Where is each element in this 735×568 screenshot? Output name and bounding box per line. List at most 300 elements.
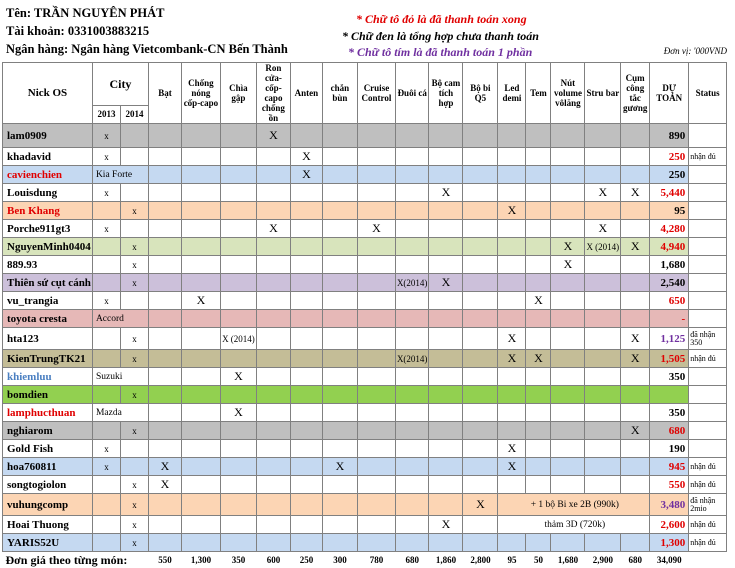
item-mark-cell[interactable] xyxy=(463,404,498,422)
item-mark-cell[interactable] xyxy=(290,184,322,202)
item-mark-cell[interactable] xyxy=(220,184,256,202)
total-cell[interactable]: 350 xyxy=(650,404,689,422)
item-mark-cell[interactable]: X xyxy=(429,274,463,292)
item-mark-cell[interactable] xyxy=(148,238,181,256)
item-mark-cell[interactable] xyxy=(526,124,551,148)
item-mark-cell[interactable] xyxy=(621,368,650,386)
item-mark-cell[interactable] xyxy=(585,350,621,368)
item-mark-cell[interactable] xyxy=(395,166,429,184)
item-mark-cell[interactable] xyxy=(621,476,650,494)
item-mark-cell[interactable] xyxy=(220,202,256,220)
item-mark-cell[interactable] xyxy=(585,368,621,386)
status-cell[interactable]: nhận đủ xyxy=(689,534,727,552)
item-mark-cell[interactable] xyxy=(429,310,463,328)
city-2013-cell[interactable] xyxy=(92,256,120,274)
item-mark-cell[interactable]: X(2014) xyxy=(395,274,429,292)
city-2014-cell[interactable]: x xyxy=(120,534,148,552)
city-2013-cell[interactable]: x xyxy=(92,220,120,238)
nick-cell[interactable]: Louisdung xyxy=(3,184,93,202)
item-mark-cell[interactable] xyxy=(148,440,181,458)
item-mark-cell[interactable] xyxy=(220,220,256,238)
nick-cell[interactable]: khiemluu xyxy=(3,368,93,386)
item-mark-cell[interactable] xyxy=(322,274,357,292)
item-mark-cell[interactable]: X xyxy=(290,166,322,184)
city-2014-cell[interactable]: x xyxy=(120,516,148,534)
item-mark-cell[interactable] xyxy=(429,350,463,368)
nick-cell[interactable]: hta123 xyxy=(3,328,93,350)
item-mark-cell[interactable] xyxy=(322,404,357,422)
item-mark-cell[interactable] xyxy=(290,516,322,534)
item-mark-cell[interactable] xyxy=(498,534,526,552)
nick-cell[interactable]: Porche911gt3 xyxy=(3,220,93,238)
item-mark-cell[interactable] xyxy=(181,148,220,166)
item-mark-cell[interactable] xyxy=(621,220,650,238)
item-mark-cell[interactable] xyxy=(256,516,290,534)
total-cell[interactable]: 250 xyxy=(650,166,689,184)
item-mark-cell[interactable] xyxy=(181,124,220,148)
nick-cell[interactable]: NguyenMinh0404 xyxy=(3,238,93,256)
item-mark-cell[interactable]: X xyxy=(429,516,463,534)
item-mark-cell[interactable] xyxy=(220,476,256,494)
item-mark-cell[interactable] xyxy=(429,238,463,256)
item-mark-cell[interactable] xyxy=(148,368,181,386)
item-mark-cell[interactable] xyxy=(526,328,551,350)
item-mark-cell[interactable] xyxy=(357,292,395,310)
item-mark-cell[interactable] xyxy=(551,422,585,440)
status-cell[interactable]: nhận đủ xyxy=(689,148,727,166)
item-mark-cell[interactable] xyxy=(585,292,621,310)
item-mark-cell[interactable] xyxy=(463,220,498,238)
item-mark-cell[interactable] xyxy=(148,184,181,202)
city-2013-cell[interactable] xyxy=(92,386,120,404)
item-mark-cell[interactable]: X xyxy=(290,148,322,166)
item-mark-cell[interactable] xyxy=(148,202,181,220)
item-mark-cell[interactable] xyxy=(463,166,498,184)
item-mark-cell[interactable] xyxy=(526,202,551,220)
item-mark-cell[interactable]: X xyxy=(256,124,290,148)
status-cell[interactable]: nhận đủ xyxy=(689,458,727,476)
item-mark-cell[interactable] xyxy=(395,238,429,256)
item-mark-cell[interactable]: X xyxy=(463,494,498,516)
item-mark-cell[interactable] xyxy=(256,350,290,368)
city-2013-cell[interactable] xyxy=(92,328,120,350)
item-mark-cell[interactable] xyxy=(181,404,220,422)
item-mark-cell[interactable] xyxy=(181,516,220,534)
item-mark-cell[interactable] xyxy=(429,476,463,494)
item-mark-cell[interactable] xyxy=(220,148,256,166)
item-mark-cell[interactable] xyxy=(551,368,585,386)
item-mark-cell[interactable] xyxy=(429,202,463,220)
item-mark-cell[interactable]: X xyxy=(181,292,220,310)
item-mark-cell[interactable] xyxy=(357,422,395,440)
item-mark-cell[interactable] xyxy=(395,368,429,386)
item-mark-cell[interactable] xyxy=(498,184,526,202)
item-mark-cell[interactable] xyxy=(357,256,395,274)
item-mark-cell[interactable] xyxy=(322,310,357,328)
item-mark-cell[interactable] xyxy=(463,350,498,368)
item-mark-cell[interactable] xyxy=(256,256,290,274)
item-mark-cell[interactable] xyxy=(429,440,463,458)
item-mark-cell[interactable] xyxy=(526,458,551,476)
item-mark-cell[interactable] xyxy=(256,440,290,458)
item-mark-cell[interactable] xyxy=(585,166,621,184)
item-mark-cell[interactable] xyxy=(526,310,551,328)
item-mark-cell[interactable] xyxy=(322,184,357,202)
item-mark-cell[interactable] xyxy=(429,148,463,166)
item-mark-cell[interactable] xyxy=(585,440,621,458)
status-cell[interactable] xyxy=(689,404,727,422)
item-mark-cell[interactable]: X xyxy=(621,350,650,368)
item-mark-cell[interactable] xyxy=(429,166,463,184)
item-mark-cell[interactable] xyxy=(290,458,322,476)
item-mark-cell[interactable] xyxy=(290,404,322,422)
item-mark-cell[interactable] xyxy=(220,494,256,516)
total-cell[interactable]: - xyxy=(650,310,689,328)
item-mark-cell[interactable]: X xyxy=(429,184,463,202)
city-2014-cell[interactable] xyxy=(120,292,148,310)
city-2014-cell[interactable]: x xyxy=(120,494,148,516)
item-mark-cell[interactable] xyxy=(357,494,395,516)
item-mark-cell[interactable]: X xyxy=(498,440,526,458)
item-mark-cell[interactable] xyxy=(290,494,322,516)
item-mark-cell[interactable] xyxy=(463,328,498,350)
item-mark-cell[interactable] xyxy=(290,274,322,292)
item-mark-cell[interactable] xyxy=(429,292,463,310)
item-mark-cell[interactable] xyxy=(429,328,463,350)
item-mark-cell[interactable] xyxy=(463,386,498,404)
item-mark-cell[interactable]: X xyxy=(498,458,526,476)
item-mark-cell[interactable] xyxy=(220,422,256,440)
item-mark-cell[interactable] xyxy=(322,350,357,368)
item-mark-cell[interactable] xyxy=(256,534,290,552)
item-mark-cell[interactable] xyxy=(621,148,650,166)
item-mark-cell[interactable] xyxy=(220,440,256,458)
item-mark-cell[interactable] xyxy=(526,534,551,552)
item-mark-cell[interactable] xyxy=(256,184,290,202)
item-mark-cell[interactable] xyxy=(148,148,181,166)
item-mark-cell[interactable] xyxy=(526,184,551,202)
item-mark-cell[interactable] xyxy=(181,386,220,404)
city-2014-cell[interactable] xyxy=(120,220,148,238)
total-cell[interactable]: 890 xyxy=(650,124,689,148)
item-mark-cell[interactable] xyxy=(256,458,290,476)
item-mark-cell[interactable] xyxy=(148,274,181,292)
item-mark-cell[interactable] xyxy=(395,220,429,238)
nick-cell[interactable]: Thiên sứ cụt cánh xyxy=(3,274,93,292)
total-cell[interactable]: 95 xyxy=(650,202,689,220)
status-cell[interactable]: nhận đủ xyxy=(689,516,727,534)
item-mark-cell[interactable] xyxy=(357,386,395,404)
item-mark-cell[interactable] xyxy=(498,256,526,274)
status-cell[interactable] xyxy=(689,292,727,310)
item-mark-cell[interactable] xyxy=(357,534,395,552)
total-cell[interactable]: 190 xyxy=(650,440,689,458)
city-2013-cell[interactable]: x xyxy=(92,148,120,166)
item-mark-cell[interactable] xyxy=(463,256,498,274)
item-mark-cell[interactable]: X xyxy=(585,220,621,238)
item-mark-cell[interactable]: X xyxy=(148,458,181,476)
item-mark-cell[interactable] xyxy=(463,516,498,534)
item-mark-cell[interactable] xyxy=(585,404,621,422)
item-mark-cell[interactable] xyxy=(395,292,429,310)
item-mark-cell[interactable]: X xyxy=(220,368,256,386)
item-mark-cell[interactable] xyxy=(429,124,463,148)
item-mark-cell[interactable] xyxy=(526,274,551,292)
item-mark-cell[interactable] xyxy=(290,386,322,404)
item-mark-cell[interactable] xyxy=(357,148,395,166)
item-mark-cell[interactable]: X (2014) xyxy=(585,238,621,256)
total-cell[interactable]: 4,280 xyxy=(650,220,689,238)
item-mark-cell[interactable] xyxy=(220,166,256,184)
item-mark-cell[interactable] xyxy=(551,534,585,552)
item-mark-cell[interactable]: X xyxy=(621,328,650,350)
item-mark-cell[interactable] xyxy=(551,220,585,238)
item-mark-cell[interactable] xyxy=(429,256,463,274)
item-mark-cell[interactable] xyxy=(395,124,429,148)
item-mark-cell[interactable] xyxy=(290,350,322,368)
item-mark-cell[interactable] xyxy=(322,440,357,458)
status-cell[interactable] xyxy=(689,422,727,440)
city-2014-cell[interactable]: x xyxy=(120,386,148,404)
item-mark-cell[interactable] xyxy=(322,238,357,256)
item-mark-cell[interactable] xyxy=(256,368,290,386)
extra-item-cell[interactable]: + 1 bộ Bi xe 2B (990k) xyxy=(498,494,650,516)
item-mark-cell[interactable] xyxy=(322,328,357,350)
city-2013-cell[interactable] xyxy=(92,274,120,292)
item-mark-cell[interactable] xyxy=(290,422,322,440)
item-mark-cell[interactable] xyxy=(621,292,650,310)
item-mark-cell[interactable] xyxy=(429,386,463,404)
item-mark-cell[interactable] xyxy=(621,124,650,148)
total-cell[interactable]: 350 xyxy=(650,368,689,386)
item-mark-cell[interactable] xyxy=(148,350,181,368)
city-2014-cell[interactable]: x xyxy=(120,328,148,350)
city-2013-cell[interactable]: x xyxy=(92,184,120,202)
item-mark-cell[interactable] xyxy=(395,202,429,220)
item-mark-cell[interactable] xyxy=(395,386,429,404)
city-2013-cell[interactable] xyxy=(92,238,120,256)
item-mark-cell[interactable]: X xyxy=(357,220,395,238)
item-mark-cell[interactable] xyxy=(357,238,395,256)
item-mark-cell[interactable]: X xyxy=(498,202,526,220)
status-cell[interactable] xyxy=(689,184,727,202)
item-mark-cell[interactable] xyxy=(256,310,290,328)
city-2014-cell[interactable]: x xyxy=(120,256,148,274)
item-mark-cell[interactable] xyxy=(256,494,290,516)
item-mark-cell[interactable] xyxy=(357,166,395,184)
status-cell[interactable] xyxy=(689,310,727,328)
city-2014-cell[interactable]: x xyxy=(120,202,148,220)
nick-cell[interactable]: lam0909 xyxy=(3,124,93,148)
item-mark-cell[interactable]: X xyxy=(256,220,290,238)
city-2013-cell[interactable] xyxy=(92,422,120,440)
city-2013-cell[interactable] xyxy=(92,202,120,220)
item-mark-cell[interactable] xyxy=(429,494,463,516)
nick-cell[interactable]: Ben Khang xyxy=(3,202,93,220)
item-mark-cell[interactable] xyxy=(463,440,498,458)
car-model-cell[interactable]: Mazda xyxy=(92,404,148,422)
item-mark-cell[interactable] xyxy=(498,238,526,256)
item-mark-cell[interactable] xyxy=(220,458,256,476)
city-2013-cell[interactable] xyxy=(92,534,120,552)
item-mark-cell[interactable] xyxy=(357,274,395,292)
item-mark-cell[interactable] xyxy=(148,516,181,534)
city-2013-cell[interactable]: x xyxy=(92,124,120,148)
item-mark-cell[interactable] xyxy=(395,534,429,552)
status-cell[interactable]: nhận đủ xyxy=(689,476,727,494)
item-mark-cell[interactable] xyxy=(148,494,181,516)
item-mark-cell[interactable] xyxy=(585,274,621,292)
item-mark-cell[interactable] xyxy=(526,440,551,458)
item-mark-cell[interactable] xyxy=(181,422,220,440)
item-mark-cell[interactable] xyxy=(498,368,526,386)
item-mark-cell[interactable] xyxy=(256,202,290,220)
item-mark-cell[interactable]: X xyxy=(526,292,551,310)
nick-cell[interactable]: vu_trangia xyxy=(3,292,93,310)
nick-cell[interactable]: lamphucthuan xyxy=(3,404,93,422)
item-mark-cell[interactable] xyxy=(148,256,181,274)
item-mark-cell[interactable] xyxy=(181,440,220,458)
item-mark-cell[interactable] xyxy=(621,274,650,292)
item-mark-cell[interactable] xyxy=(429,368,463,386)
status-cell[interactable] xyxy=(689,166,727,184)
item-mark-cell[interactable] xyxy=(220,350,256,368)
item-mark-cell[interactable] xyxy=(526,386,551,404)
item-mark-cell[interactable]: X xyxy=(551,256,585,274)
item-mark-cell[interactable] xyxy=(181,220,220,238)
item-mark-cell[interactable] xyxy=(181,534,220,552)
item-mark-cell[interactable] xyxy=(290,220,322,238)
item-mark-cell[interactable]: X xyxy=(526,350,551,368)
item-mark-cell[interactable] xyxy=(526,148,551,166)
status-cell[interactable] xyxy=(689,220,727,238)
item-mark-cell[interactable] xyxy=(395,516,429,534)
item-mark-cell[interactable] xyxy=(395,310,429,328)
item-mark-cell[interactable] xyxy=(585,422,621,440)
total-cell[interactable]: 1,505 xyxy=(650,350,689,368)
item-mark-cell[interactable] xyxy=(585,534,621,552)
item-mark-cell[interactable] xyxy=(256,148,290,166)
item-mark-cell[interactable] xyxy=(526,166,551,184)
item-mark-cell[interactable] xyxy=(148,310,181,328)
item-mark-cell[interactable] xyxy=(357,516,395,534)
item-mark-cell[interactable] xyxy=(551,328,585,350)
item-mark-cell[interactable] xyxy=(498,148,526,166)
total-cell[interactable]: 1,300 xyxy=(650,534,689,552)
item-mark-cell[interactable] xyxy=(322,422,357,440)
nick-cell[interactable]: YARIS52U xyxy=(3,534,93,552)
status-cell[interactable] xyxy=(689,386,727,404)
item-mark-cell[interactable] xyxy=(621,166,650,184)
item-mark-cell[interactable] xyxy=(148,534,181,552)
item-mark-cell[interactable] xyxy=(526,238,551,256)
item-mark-cell[interactable] xyxy=(621,386,650,404)
item-mark-cell[interactable] xyxy=(463,124,498,148)
item-mark-cell[interactable] xyxy=(551,310,585,328)
item-mark-cell[interactable] xyxy=(621,202,650,220)
city-2013-cell[interactable] xyxy=(92,476,120,494)
item-mark-cell[interactable] xyxy=(148,166,181,184)
item-mark-cell[interactable] xyxy=(181,274,220,292)
item-mark-cell[interactable] xyxy=(463,274,498,292)
item-mark-cell[interactable] xyxy=(463,148,498,166)
item-mark-cell[interactable]: X xyxy=(621,238,650,256)
item-mark-cell[interactable] xyxy=(357,124,395,148)
item-mark-cell[interactable] xyxy=(220,124,256,148)
item-mark-cell[interactable] xyxy=(585,310,621,328)
item-mark-cell[interactable] xyxy=(429,404,463,422)
item-mark-cell[interactable] xyxy=(585,256,621,274)
item-mark-cell[interactable] xyxy=(526,476,551,494)
item-mark-cell[interactable] xyxy=(395,328,429,350)
city-2014-cell[interactable]: x xyxy=(120,422,148,440)
item-mark-cell[interactable] xyxy=(585,148,621,166)
item-mark-cell[interactable] xyxy=(551,476,585,494)
item-mark-cell[interactable] xyxy=(551,386,585,404)
total-cell[interactable]: 945 xyxy=(650,458,689,476)
total-cell[interactable]: 4,940 xyxy=(650,238,689,256)
item-mark-cell[interactable] xyxy=(621,534,650,552)
item-mark-cell[interactable] xyxy=(395,256,429,274)
item-mark-cell[interactable] xyxy=(290,368,322,386)
item-mark-cell[interactable] xyxy=(256,422,290,440)
item-mark-cell[interactable] xyxy=(220,238,256,256)
item-mark-cell[interactable] xyxy=(357,350,395,368)
item-mark-cell[interactable] xyxy=(463,422,498,440)
item-mark-cell[interactable] xyxy=(220,386,256,404)
item-mark-cell[interactable] xyxy=(429,458,463,476)
item-mark-cell[interactable] xyxy=(290,202,322,220)
nick-cell[interactable]: cavienchien xyxy=(3,166,93,184)
item-mark-cell[interactable] xyxy=(181,310,220,328)
item-mark-cell[interactable] xyxy=(498,124,526,148)
item-mark-cell[interactable] xyxy=(290,124,322,148)
item-mark-cell[interactable] xyxy=(290,534,322,552)
nick-cell[interactable]: bomdien xyxy=(3,386,93,404)
extra-item-cell[interactable]: thảm 3D (720k) xyxy=(498,516,650,534)
item-mark-cell[interactable] xyxy=(463,476,498,494)
item-mark-cell[interactable] xyxy=(181,350,220,368)
item-mark-cell[interactable] xyxy=(148,124,181,148)
item-mark-cell[interactable] xyxy=(585,202,621,220)
item-mark-cell[interactable] xyxy=(463,458,498,476)
item-mark-cell[interactable] xyxy=(357,202,395,220)
item-mark-cell[interactable] xyxy=(357,310,395,328)
status-cell[interactable] xyxy=(689,202,727,220)
status-cell[interactable]: đã nhận 2mio xyxy=(689,494,727,516)
city-2014-cell[interactable] xyxy=(120,148,148,166)
item-mark-cell[interactable] xyxy=(322,124,357,148)
total-cell[interactable]: 550 xyxy=(650,476,689,494)
item-mark-cell[interactable] xyxy=(322,494,357,516)
item-mark-cell[interactable] xyxy=(181,202,220,220)
total-cell[interactable]: 2,540 xyxy=(650,274,689,292)
item-mark-cell[interactable] xyxy=(357,328,395,350)
item-mark-cell[interactable] xyxy=(395,404,429,422)
item-mark-cell[interactable] xyxy=(256,386,290,404)
total-cell[interactable]: 1,680 xyxy=(650,256,689,274)
item-mark-cell[interactable] xyxy=(181,458,220,476)
item-mark-cell[interactable] xyxy=(395,458,429,476)
item-mark-cell[interactable] xyxy=(526,368,551,386)
item-mark-cell[interactable] xyxy=(551,166,585,184)
item-mark-cell[interactable] xyxy=(526,220,551,238)
item-mark-cell[interactable] xyxy=(585,476,621,494)
total-cell[interactable]: 680 xyxy=(650,422,689,440)
item-mark-cell[interactable] xyxy=(429,534,463,552)
city-2014-cell[interactable]: x xyxy=(120,238,148,256)
city-2013-cell[interactable]: x xyxy=(92,440,120,458)
